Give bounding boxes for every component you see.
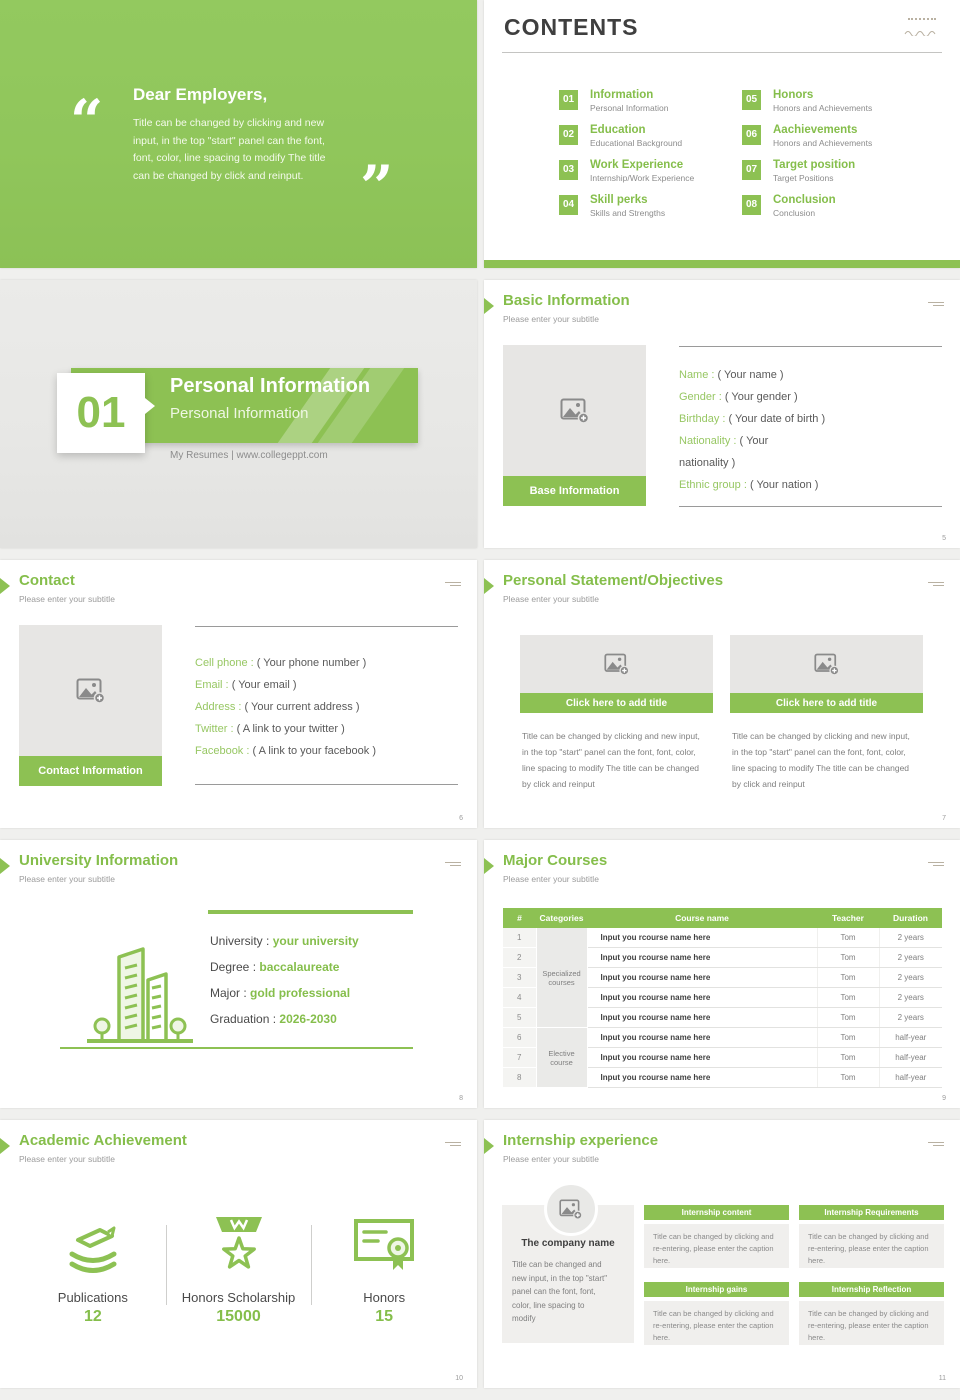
field-row: Degree : baccalaureate <box>210 960 340 974</box>
item-title: Work Experience <box>590 159 684 171</box>
item-number-badge: 04 <box>559 195 578 215</box>
slide-title: Basic Information <box>503 292 630 309</box>
item-subtitle: Conclusion <box>773 208 816 218</box>
slide-quote <box>0 0 477 268</box>
item-number-badge: 08 <box>742 195 761 215</box>
item-number-badge: 07 <box>742 160 761 180</box>
stat-label: Honors Scholarship <box>181 1290 296 1305</box>
slide-contact <box>0 560 477 828</box>
item-title: Conclusion <box>773 194 836 206</box>
slide-subtitle: Please enter your subtitle <box>503 314 599 324</box>
statement-text: Title can be changed by clicking and new input, in the top "start" panel can the font, font, color, line spacing to modify The title can be changed by click and reinput <box>732 731 910 789</box>
box-text: Title can be changed by clicking and re-entering, please enter the caption here. <box>799 1301 944 1345</box>
accent-bar <box>208 910 413 914</box>
divider <box>679 506 942 507</box>
stat-value: 12 <box>83 1308 102 1325</box>
stat-label: Honors <box>363 1290 406 1305</box>
section-arrow-icon <box>484 858 494 874</box>
field-row: Twitter : ( A link to your twitter ) <box>195 723 345 735</box>
section-arrow-icon <box>0 578 10 594</box>
divider <box>502 52 942 53</box>
section-number: 01 <box>76 388 126 437</box>
slide-personal-statement <box>484 560 960 828</box>
stat-honors <box>311 1212 457 1326</box>
box-text: Title can be changed by clicking and re-entering, please enter the caption here. <box>644 1301 789 1345</box>
quote-line: font, color, line spacing to modify The title <box>133 152 326 164</box>
photo-caption: Base Information <box>503 476 646 506</box>
stat-publications <box>20 1212 166 1326</box>
field-row: Name : ( Your name ) <box>679 369 784 381</box>
item-subtitle: Personal Information <box>590 103 669 113</box>
section-footer: My Resumes | www.collegeppt.com <box>170 450 328 461</box>
courses-table <box>503 908 942 1088</box>
internship-box <box>799 1205 944 1268</box>
photo-placeholder[interactable] <box>520 635 713 693</box>
photo-placeholder[interactable] <box>19 625 162 756</box>
item-subtitle: Target Positions <box>773 173 834 183</box>
publications-icon <box>20 1212 166 1278</box>
box-title: Internship content <box>644 1205 789 1220</box>
slide-title: Internship experience <box>503 1132 659 1149</box>
slide-contents <box>484 0 960 268</box>
university-fields <box>210 928 359 1032</box>
slide-title: University Information <box>19 852 179 869</box>
item-title: Target position <box>773 159 856 171</box>
item-title: Aachievements <box>773 124 858 136</box>
item-title: Honors <box>773 89 814 101</box>
quote-line: input, in the top "start" panel can the font, <box>133 134 325 147</box>
field-row: Major : gold professional <box>210 986 351 1000</box>
slide-basic-information <box>484 280 960 548</box>
contents-title: CONTENTS <box>504 14 639 40</box>
quote-line: can be changed by click and reinput. <box>133 169 304 182</box>
table-row: 3 Input you rcourse name here Tom 2 years <box>503 968 942 988</box>
table-row: 2 Input you rcourse name here Tom 2 years <box>503 948 942 968</box>
quote-body <box>133 115 325 185</box>
photo-caption: Contact Information <box>19 756 162 786</box>
info-fields <box>679 364 825 496</box>
image-placeholder-icon <box>76 678 106 704</box>
field-row: Gender : ( Your gender ) <box>679 391 798 403</box>
logo-mark-icon <box>928 860 944 866</box>
stat-value: 15 <box>375 1308 394 1325</box>
category-cell: Specialized courses <box>536 928 587 1028</box>
item-title: Information <box>590 89 654 101</box>
item-subtitle: Honors and Achievements <box>773 103 873 113</box>
quote-title: Dear Employers, <box>133 85 268 104</box>
item-number-badge: 05 <box>742 90 761 110</box>
field-row: Cell phone : ( Your phone number ) <box>195 657 367 669</box>
table-row: 7 Input you rcourse name here Tom half-year <box>503 1048 942 1068</box>
section-title: Personal Information <box>170 375 371 397</box>
item-subtitle: Internship/Work Experience <box>590 173 695 183</box>
company-photo-placeholder[interactable] <box>544 1182 598 1236</box>
photo-placeholder[interactable] <box>503 345 646 476</box>
divider <box>679 346 942 347</box>
image-placeholder-icon <box>560 398 590 424</box>
arrow-notch-icon <box>145 398 155 414</box>
item-subtitle: Skills and Strengths <box>590 208 666 218</box>
field-row: Email : ( Your email ) <box>195 679 297 691</box>
table-row: 8 Input you rcourse name here Tom half-year <box>503 1068 942 1088</box>
stat-label: Publications <box>57 1290 128 1305</box>
internship-box <box>644 1282 789 1345</box>
divider <box>195 784 458 785</box>
bottom-accent-bar <box>484 260 960 268</box>
slide-university-information <box>0 840 477 1108</box>
internship-box <box>644 1205 789 1268</box>
field-row: Graduation : 2026-2030 <box>210 1012 337 1026</box>
item-number-badge: 03 <box>559 160 578 180</box>
photo-placeholder[interactable] <box>730 635 923 693</box>
page-number: 9 <box>942 1095 946 1102</box>
field-row: Birthday : ( Your date of birth ) <box>679 413 826 425</box>
add-title-button[interactable]: Click here to add title <box>730 693 923 713</box>
section-arrow-icon <box>484 1138 494 1154</box>
box-text: Title can be changed by clicking and re-entering, please enter the caption here. <box>644 1224 789 1268</box>
field-row: Ethnic group : ( Your nation ) <box>679 479 819 491</box>
page-number: 6 <box>459 815 463 822</box>
slide-title: Contact <box>19 572 75 589</box>
internship-box <box>799 1282 944 1345</box>
box-title: Internship Requirements <box>799 1205 944 1220</box>
page-number: 11 <box>938 1375 946 1382</box>
divider <box>166 1225 167 1305</box>
logo-mark-icon <box>928 580 944 586</box>
university-building-icon <box>85 940 195 1051</box>
section-arrow-icon <box>0 858 10 874</box>
box-title: Internship gains <box>644 1282 789 1297</box>
image-placeholder-icon <box>604 653 630 676</box>
field-row: nationality ) <box>679 457 736 469</box>
slide-major-courses <box>484 840 960 1108</box>
logo-mark-icon <box>445 860 461 866</box>
table-header-row: # Categories Course name Teacher Duration <box>503 908 942 928</box>
medal-icon <box>166 1212 312 1278</box>
logo-mark-icon <box>928 300 944 306</box>
accent-bar <box>60 1047 413 1049</box>
field-row: University : your university <box>210 934 359 948</box>
company-name: The company name <box>521 1238 615 1249</box>
slide-section-01 <box>0 280 477 548</box>
logo-mark-icon <box>928 1140 944 1146</box>
page-number: 7 <box>942 815 946 822</box>
section-number-card <box>57 373 145 453</box>
category-cell: Elective course <box>536 1028 587 1088</box>
slide-subtitle: Please enter your subtitle <box>19 874 115 884</box>
info-fields <box>195 652 376 762</box>
table-row: 5 Input you rcourse name here Tom 2 years <box>503 1008 942 1028</box>
field-row: Address : ( Your current address ) <box>195 701 360 713</box>
item-subtitle: Educational Background <box>590 138 683 148</box>
section-arrow-icon <box>484 298 494 314</box>
box-title: Internship Reflection <box>799 1282 944 1297</box>
slide-title: Academic Achievement <box>19 1132 187 1149</box>
field-row: Nationality : ( Your <box>679 435 769 447</box>
slide-subtitle: Please enter your subtitle <box>503 594 599 604</box>
certificate-icon <box>311 1212 457 1278</box>
page-number: 8 <box>459 1095 463 1102</box>
stat-value: 15000 <box>216 1308 261 1325</box>
divider <box>311 1225 312 1305</box>
item-number-badge: 01 <box>559 90 578 110</box>
page-number: 5 <box>942 535 946 542</box>
logo-mark-icon <box>445 580 461 586</box>
slide-subtitle: Please enter your subtitle <box>503 874 599 884</box>
slide-subtitle: Please enter your subtitle <box>503 1154 599 1164</box>
item-title: Education <box>590 124 646 136</box>
slide-title: Personal Statement/Objectives <box>503 572 724 589</box>
item-number-badge: 06 <box>742 125 761 145</box>
open-quote-icon: “ <box>70 87 104 155</box>
divider <box>195 626 458 627</box>
image-placeholder-icon <box>559 1199 583 1220</box>
logo-mark-icon <box>445 1140 461 1146</box>
table-row: 1 Specialized courses Input you rcourse name here Tom 2 years <box>503 928 942 948</box>
slide-title: Major Courses <box>503 852 608 869</box>
table-row: 4 Input you rcourse name here Tom 2 years <box>503 988 942 1008</box>
stats-row <box>20 1212 457 1326</box>
slide-academic-achievement <box>0 1120 477 1388</box>
statement-text: Title can be changed by clicking and new input, in the top "start" panel can the font, font, color, line spacing to modify The title can be changed by click and reinput <box>522 731 700 789</box>
page-number: 10 <box>455 1375 463 1382</box>
section-subtitle: Personal Information <box>170 405 309 422</box>
logo-mark-icon <box>902 18 942 41</box>
slide-internship-experience <box>484 1120 960 1388</box>
stat-scholarship <box>166 1212 312 1326</box>
slide-subtitle: Please enter your subtitle <box>19 594 115 604</box>
add-title-button[interactable]: Click here to add title <box>520 693 713 713</box>
section-arrow-icon <box>484 578 494 594</box>
field-row: Facebook : ( A link to your facebook ) <box>195 745 376 757</box>
section-arrow-icon <box>0 1138 10 1154</box>
item-number-badge: 02 <box>559 125 578 145</box>
close-quote-icon: ” <box>360 153 394 221</box>
item-title: Skill perks <box>590 194 648 206</box>
box-text: Title can be changed by clicking and re-entering, please enter the caption here. <box>799 1224 944 1268</box>
image-placeholder-icon <box>814 653 840 676</box>
company-description: Title can be changed and new input, in the top "start" panel can the font, font, color, line spacing to modify <box>512 1260 608 1323</box>
slide-subtitle: Please enter your subtitle <box>19 1154 115 1164</box>
item-subtitle: Honors and Achievements <box>773 138 873 148</box>
quote-line: Title can be changed by clicking and new <box>133 117 325 129</box>
table-row: 6 Elective course Input you rcourse name here Tom half-year <box>503 1028 942 1048</box>
